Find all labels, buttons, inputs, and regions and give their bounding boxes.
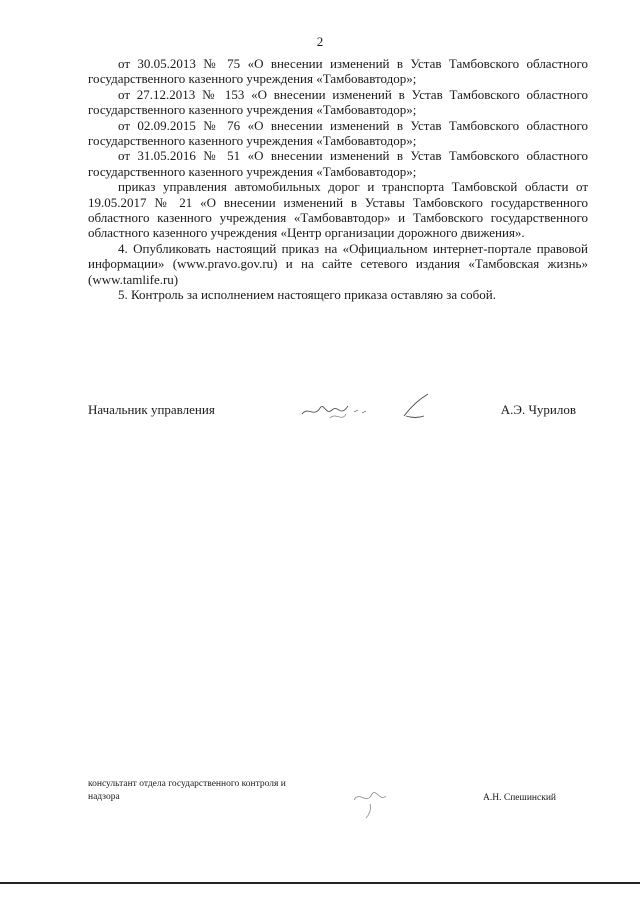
paragraph-amendment-2013-05: от 30.05.2013 № 75 «О внесении изменений в Устав Тамбовского областного государственного казенного учреждения «Тамбовавтодор»; [88,56,588,87]
paragraph-order-2017-05: приказ управления автомобильных дорог и транспорта Тамбовской области от 19.05.2017 № 21 «О внесении изменений в Уставы Тамбовского государственного областного казенного учреждения «Тамбовавтодор» и Тамбовского государственного областного казенного учреждения «Центр организации дорожного движения». [88,179,588,241]
paragraph-amendment-2013-12: от 27.12.2013 № 153 «О внесении изменений в Устав Тамбовского областного государственного казенного учреждения «Тамбовавтодор»; [88,86,588,118]
paragraph-item-5-control: 5. Контроль за исполнением настоящего приказа оставляю за собой. [118,287,496,303]
paragraph-item-4-publish: 4. Опубликовать настоящий приказ на «Официальном интернет-портале правовой информации» (www.pravo.gov.ru) и на сайте сетевого издания «Тамбовская жизнь» (www.tamlife.ru) [88,240,588,287]
bottom-rule [0,882,640,884]
handwritten-signature [296,388,436,424]
paragraph-amendment-2016-05: от 31.05.2016 № 51 «О внесении изменений в Устав Тамбовского областного государственного казенного учреждения «Тамбовавтодор»; [88,148,588,179]
paragraph-amendment-2015-09: от 02.09.2015 № 76 «О внесении изменений в Устав Тамбовского областного государственного казенного учреждения «Тамбовавтодор»; [88,117,588,149]
signatory-name: А.Э. Чурилов [500,402,576,417]
executor-name: А.Н. Спешинский [483,793,556,803]
executor-signature [346,780,406,820]
head-signature-block [88,402,588,426]
signatory-title: Начальник управления [88,402,215,417]
page-number: 2 [316,34,324,49]
executor-role: консультант отдела государственного контроля и надзора [88,779,286,802]
document-body [88,56,588,303]
